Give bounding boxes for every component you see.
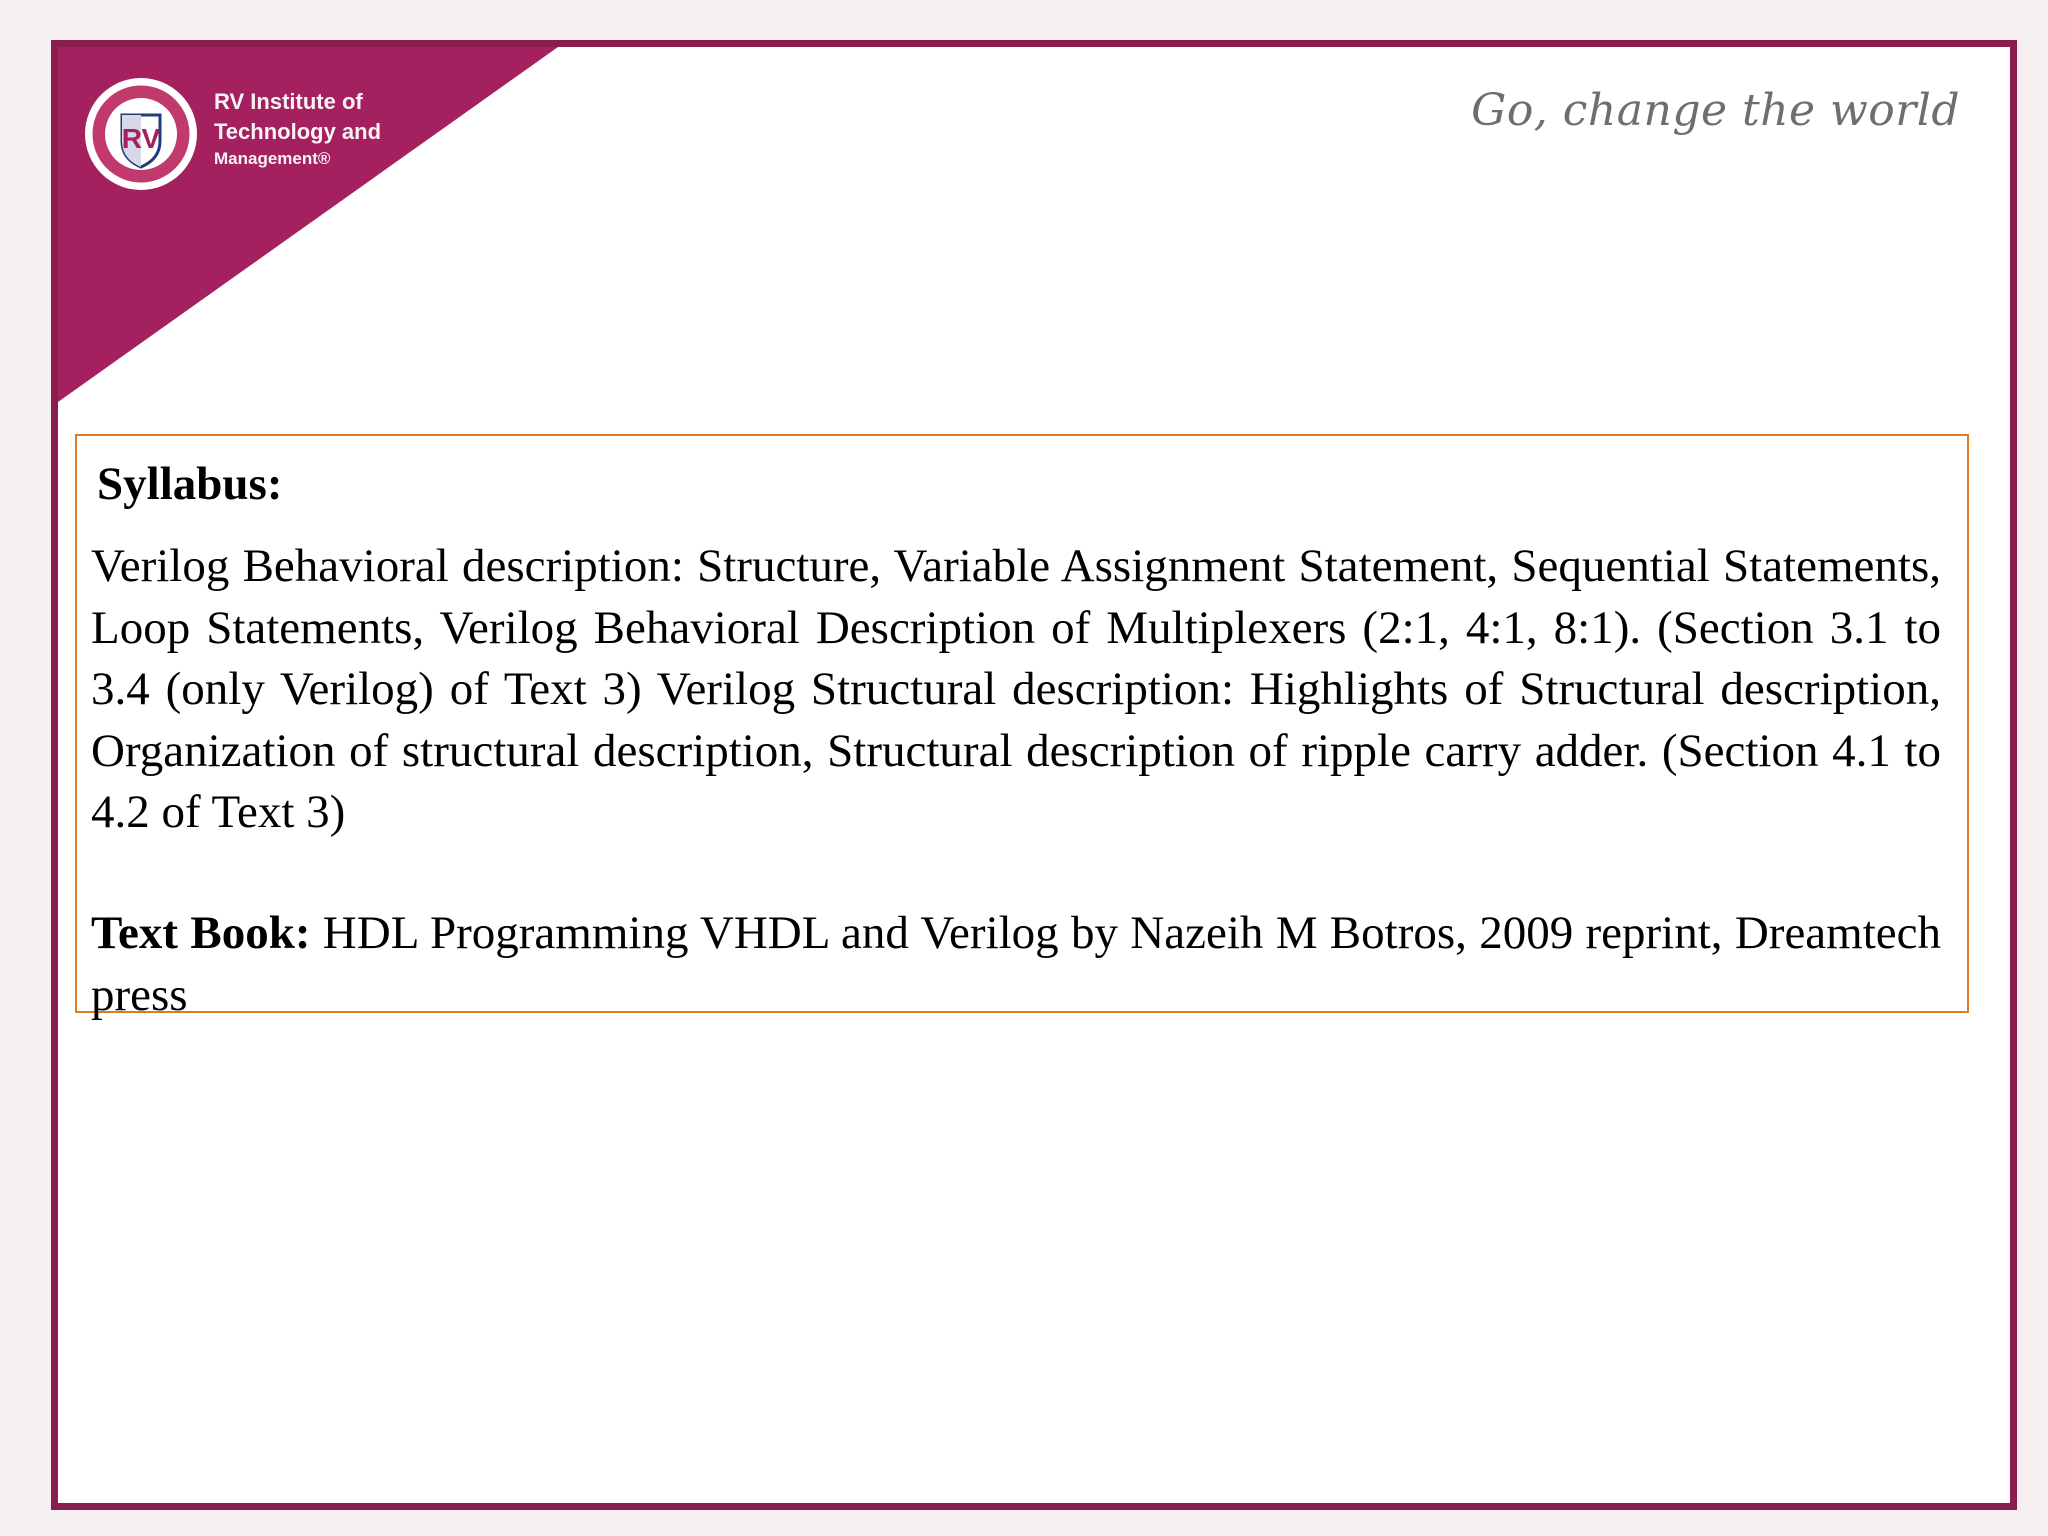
institute-name-line-1: RV Institute of [214,89,363,114]
institute-name-line-3: Management® [214,149,331,168]
syllabus-box [75,434,1969,1021]
institute-name-line-2: Technology and [214,119,382,144]
textbook-label: Text Book: [91,907,311,959]
institute-logo [82,75,200,193]
syllabus-body: Verilog Behavioral description: Structure, Variable Assignment Statement, Sequential Statements, Loop Statements, Verilog Behavioral Description of Multiplexers (2:1, 4:1, 8:1). (Section 3.1 to 3.4 (only Verilog) of Text 3) Verilog Structural description: Highlights of Structural description, Organization of structural description, Structural description of ripple carry adder. (Section 4.1 to 4.2 of Text 3) [91,540,1941,838]
institute-name [214,87,434,171]
syllabus-heading: Syllabus: [97,458,283,510]
textbook-paragraph [91,903,1941,1026]
textbook-text: HDL Programming VHDL and Verilog by Nazeih M Botros, 2009 reprint, Dreamtech press [91,907,1942,1021]
slide-frame [51,40,2017,1510]
logo-text: RV [121,123,161,154]
tagline: Go, change the world [1471,85,1960,136]
